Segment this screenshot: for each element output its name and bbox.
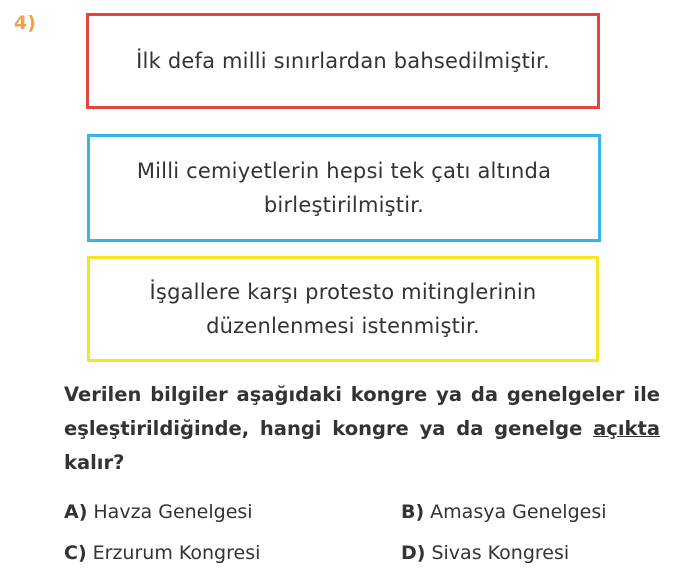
question-text-start: Verilen bilgiler aşağıdaki kongre ya da genelgeler ile eşleştirildiğinde, hangi kongre ya da genelge	[64, 383, 660, 440]
info-card-red	[86, 13, 600, 109]
question-text	[64, 378, 660, 480]
info-card-yellow	[87, 256, 599, 362]
info-card-blue-line-1: Milli cemiyetlerin hepsi tek çatı altında	[136, 159, 552, 183]
option-a[interactable]	[64, 499, 253, 525]
question-underlined-word: açıkta	[593, 417, 660, 440]
option-b-letter: B)	[401, 501, 425, 523]
option-a-letter: A)	[64, 501, 88, 523]
option-a-text: Havza Genelgesi	[93, 501, 253, 523]
option-d[interactable]	[401, 540, 569, 566]
option-d-letter: D)	[401, 542, 426, 564]
info-card-yellow-line-2: düzenlenmesi istenmiştir.	[206, 314, 480, 338]
info-card-yellow-line-1: İşgallere karşı protesto mitinglerinin	[149, 280, 537, 304]
info-card-blue-line-2: birleştirilmiştir.	[263, 193, 425, 217]
option-c-text: Erzurum Kongresi	[92, 542, 261, 564]
info-card-blue	[87, 134, 601, 242]
option-b[interactable]	[401, 499, 607, 525]
option-d-text: Sivas Kongresi	[431, 542, 570, 564]
info-card-red-line-1: İlk defa milli sınırlardan bahsedilmiştir.	[136, 49, 550, 73]
option-c-letter: C)	[64, 542, 87, 564]
question-text-end: kalır?	[64, 451, 125, 474]
question-number: 4)	[14, 12, 36, 34]
option-c[interactable]	[64, 540, 260, 566]
option-b-text: Amasya Genelgesi	[430, 501, 607, 523]
